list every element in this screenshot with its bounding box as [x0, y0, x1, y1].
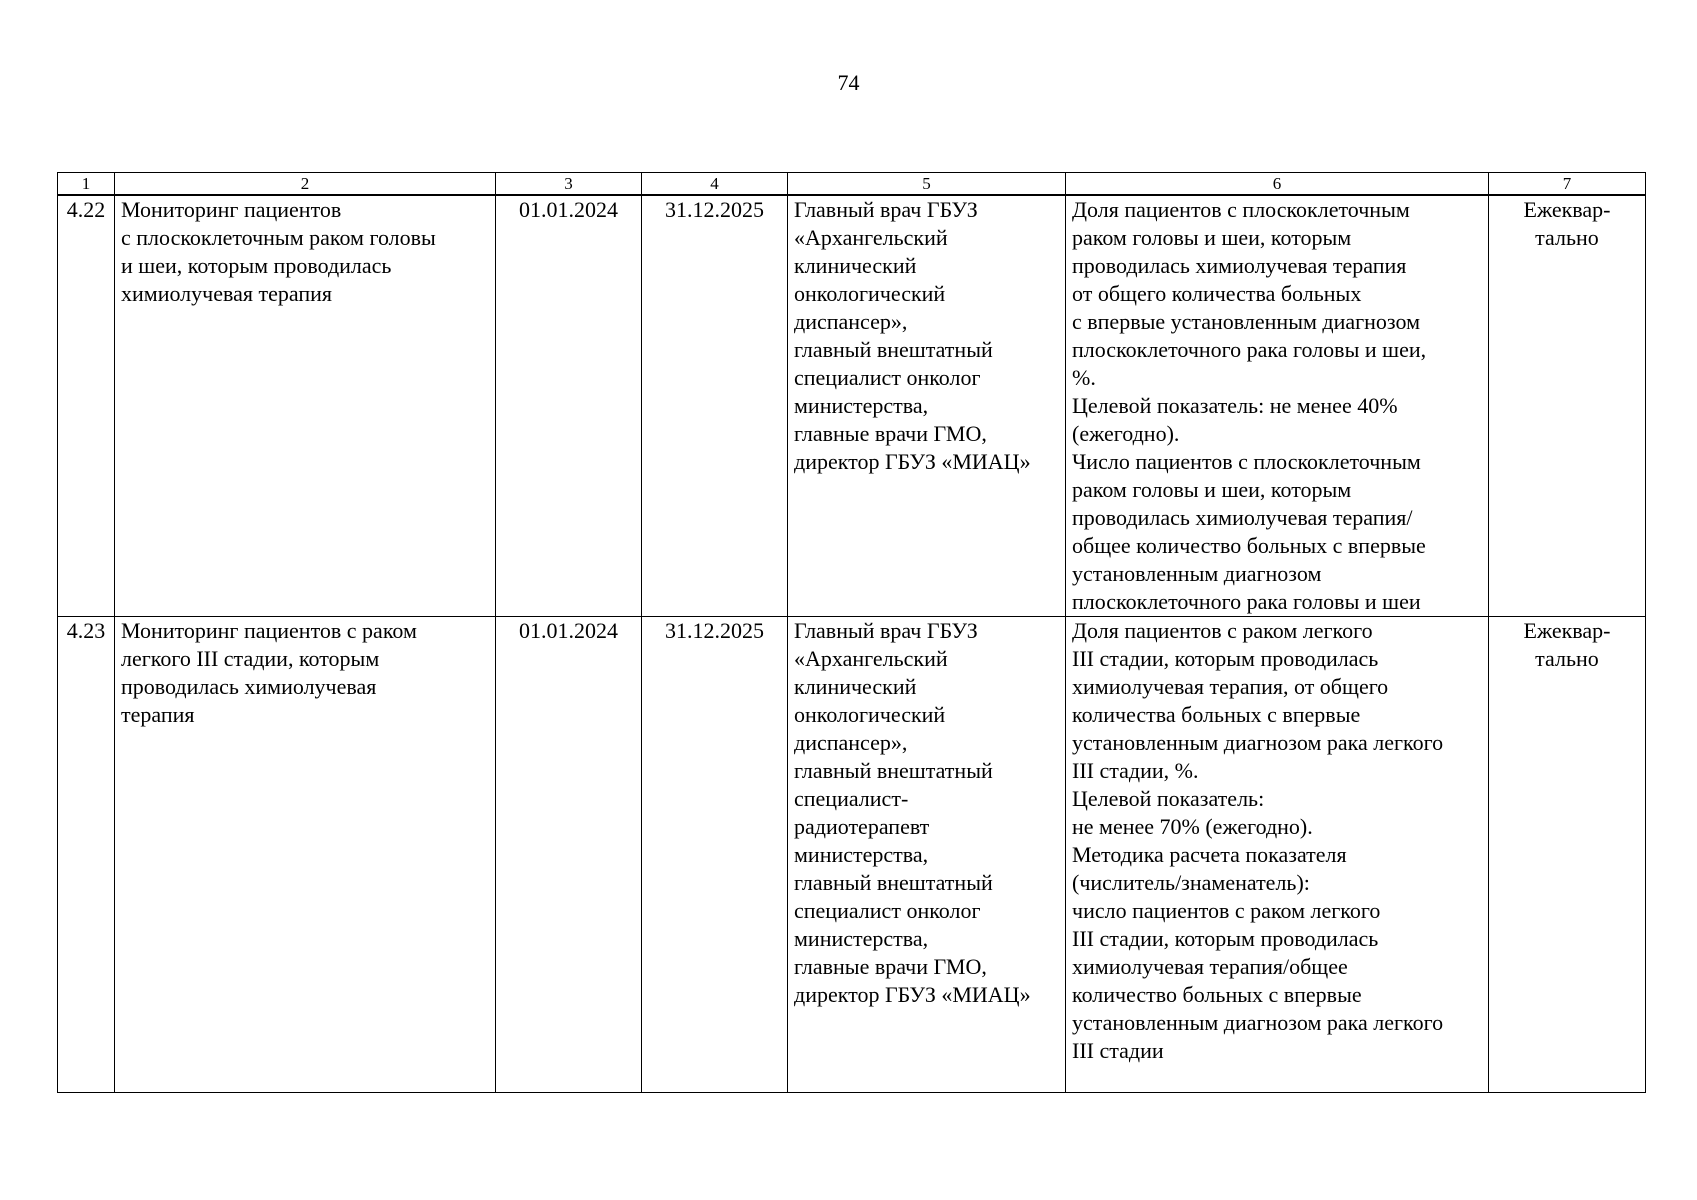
indicator-line: Целевой показатель: — [1072, 786, 1265, 811]
col-header-3: 3 — [496, 173, 642, 196]
column-number-row — [58, 173, 1646, 196]
end-date: 31.12.2025 — [642, 195, 788, 617]
responsible-line: клинический — [794, 674, 917, 699]
activity-table — [57, 172, 1646, 1093]
indicator-line: от общего количества больных — [1072, 281, 1362, 306]
event-line: проводилась химиолучевая — [121, 674, 377, 699]
indicator-line: с впервые установленным диагнозом — [1072, 309, 1420, 334]
indicator-line: раком головы и шеи, которым — [1072, 225, 1352, 250]
responsible-line: клинический — [794, 253, 917, 278]
col-header-1: 1 — [58, 173, 115, 196]
indicator-line: не менее 70% (ежегодно). — [1072, 814, 1313, 839]
responsible-line: Главный врач ГБУЗ — [794, 197, 978, 222]
indicator-line: установленным диагнозом рака легкого — [1072, 1010, 1444, 1035]
responsible-cell — [788, 617, 1066, 1093]
page-number: 74 — [837, 70, 860, 95]
table-row — [58, 617, 1646, 1093]
responsible-line: главные врачи ГМО, — [794, 954, 987, 979]
responsible-line: главный внештатный — [794, 870, 993, 895]
col-header-2: 2 — [115, 173, 496, 196]
responsible-line: радиотерапевт — [794, 814, 930, 839]
event-cell — [115, 195, 496, 617]
responsible-line: специалист онколог — [794, 365, 981, 390]
responsible-line: специалист онколог — [794, 898, 981, 923]
indicator-line: Доля пациентов с плоскоклеточным — [1072, 197, 1410, 222]
indicator-line: плоскоклеточного рака головы и шеи, — [1072, 337, 1427, 362]
indicator-line: (ежегодно). — [1072, 421, 1180, 446]
responsible-line: министерства, — [794, 926, 929, 951]
col-header-5: 5 — [788, 173, 1066, 196]
responsible-line: директор ГБУЗ «МИАЦ» — [794, 449, 1031, 474]
responsible-line: «Архангельский — [794, 646, 948, 671]
frequency-cell — [1489, 617, 1646, 1093]
responsible-line: Главный врач ГБУЗ — [794, 618, 978, 643]
responsible-line: министерства, — [794, 842, 929, 867]
indicator-line: проводилась химиолучевая терапия — [1072, 253, 1407, 278]
indicator-line: установленным диагнозом — [1072, 561, 1322, 586]
start-date: 01.01.2024 — [496, 195, 642, 617]
event-line: легкого III стадии, которым — [121, 646, 380, 671]
indicator-line: III стадии, %. — [1072, 758, 1199, 783]
indicator-line: Доля пациентов с раком легкого — [1072, 618, 1373, 643]
indicator-line: Методика расчета показателя — [1072, 842, 1347, 867]
indicator-line: химиолучевая терапия/общее — [1072, 954, 1348, 979]
indicator-line: III стадии, которым проводилась — [1072, 646, 1379, 671]
indicator-line: проводилась химиолучевая терапия/ — [1072, 505, 1413, 530]
indicator-line: Число пациентов с плоскоклеточным — [1072, 449, 1421, 474]
indicator-line: III стадии — [1072, 1038, 1164, 1063]
responsible-cell — [788, 195, 1066, 617]
responsible-line: главный внештатный — [794, 337, 993, 362]
indicator-line: установленным диагнозом рака легкого — [1072, 730, 1444, 755]
col-header-4: 4 — [642, 173, 788, 196]
indicator-line: плоскоклеточного рака головы и шеи — [1072, 589, 1421, 614]
indicator-line: раком головы и шеи, которым — [1072, 477, 1352, 502]
event-line: химиолучевая терапия — [121, 281, 332, 306]
responsible-line: министерства, — [794, 393, 929, 418]
col-header-6: 6 — [1066, 173, 1489, 196]
responsible-line: онкологический — [794, 702, 946, 727]
event-line: Мониторинг пациентов — [121, 197, 342, 222]
row-number: 4.22 — [58, 195, 115, 617]
table-row — [58, 195, 1646, 617]
event-cell — [115, 617, 496, 1093]
end-date: 31.12.2025 — [642, 617, 788, 1093]
frequency-line: Ежеквар- — [1523, 618, 1611, 643]
responsible-line: директор ГБУЗ «МИАЦ» — [794, 982, 1031, 1007]
responsible-line: диспансер», — [794, 730, 908, 755]
indicator-line: количество больных с впервые — [1072, 982, 1362, 1007]
indicator-line: количества больных с впервые — [1072, 702, 1361, 727]
responsible-line: онкологический — [794, 281, 946, 306]
row-number: 4.23 — [58, 617, 115, 1093]
frequency-cell — [1489, 195, 1646, 617]
event-line: Мониторинг пациентов с раком — [121, 618, 417, 643]
indicator-line: %. — [1072, 365, 1096, 390]
indicator-cell — [1066, 617, 1489, 1093]
responsible-line: специалист- — [794, 786, 909, 811]
indicator-line: число пациентов с раком легкого — [1072, 898, 1381, 923]
indicator-line: (числитель/знаменатель): — [1072, 870, 1310, 895]
event-line: и шеи, которым проводилась — [121, 253, 392, 278]
indicator-line: химиолучевая терапия, от общего — [1072, 674, 1389, 699]
start-date: 01.01.2024 — [496, 617, 642, 1093]
frequency-line: тально — [1535, 225, 1599, 250]
responsible-line: «Архангельский — [794, 225, 948, 250]
indicator-line: III стадии, которым проводилась — [1072, 926, 1379, 951]
event-line: терапия — [121, 702, 195, 727]
responsible-line: главный внештатный — [794, 758, 993, 783]
frequency-line: Ежеквар- — [1523, 197, 1611, 222]
responsible-line: главные врачи ГМО, — [794, 421, 987, 446]
event-line: с плоскоклеточным раком головы — [121, 225, 436, 250]
indicator-line: общее количество больных с впервые — [1072, 533, 1426, 558]
indicator-cell — [1066, 195, 1489, 617]
col-header-7: 7 — [1489, 173, 1646, 196]
indicator-line: Целевой показатель: не менее 40% — [1072, 393, 1398, 418]
responsible-line: диспансер», — [794, 309, 908, 334]
frequency-line: тально — [1535, 646, 1599, 671]
